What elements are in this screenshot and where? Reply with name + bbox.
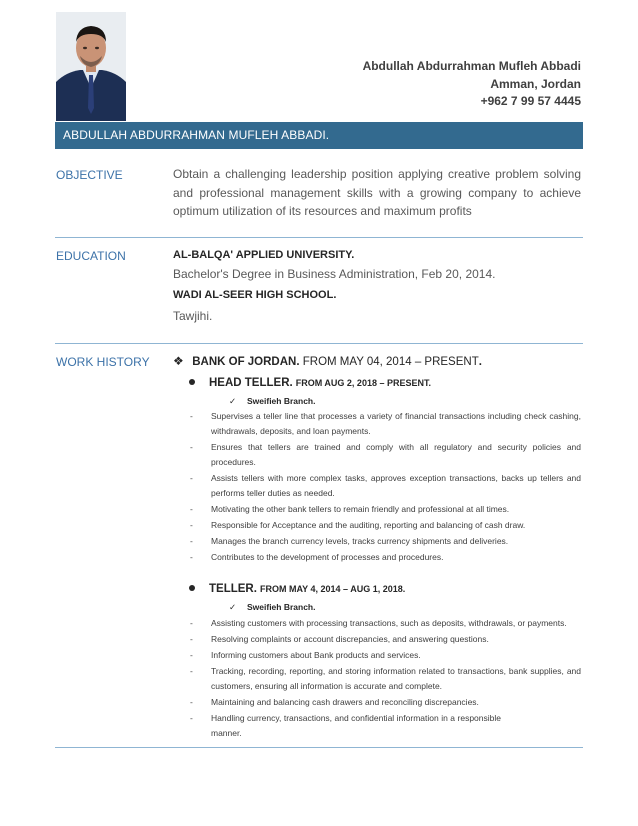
employer-dates: FROM MAY 04, 2014 – PRESENT [302,356,479,368]
list-item: - Ensures that tellers are trained and comply with all regulatory and security policies and procedures. [190,442,581,467]
education-label: EDUCATION [56,249,126,263]
degree-1: Bachelor's Degree in Business Administration, Feb 20, 2014. [173,267,496,281]
duties-list [190,616,581,740]
contact-phone: +962 7 99 57 4445 [480,94,581,108]
contact-location: Amman, Jordan [490,76,581,91]
section-divider [55,343,583,344]
education-section [173,249,581,323]
diamond-bullet-icon: ❖ [173,354,184,368]
name-banner: ABDULLAH ABDURRAHMAN MUFLEH ABBADI. [55,122,583,149]
list-item: - Informing customers about Bank products and services. [190,650,421,660]
list-item: - Motivating the other bank tellers to remain friendly and professional at all times. [190,504,510,514]
position-branch [229,602,316,613]
position-title: HEAD TELLER. [209,377,293,389]
list-item: - Assisting customers with processing transactions, such as deposits, withdrawals, or payments. [190,618,567,628]
list-item: - Supervises a teller line that processes a variety of financial transactions including check cashing, withdrawals, deposits, and loan payments. [190,411,581,436]
school-2: WADI AL-SEER HIGH SCHOOL. [173,289,337,301]
contact-name: Abdullah Abdurrahman Mufleh Abbadi [362,59,581,73]
list-item: - Tracking, recording, reporting, and storing information related to transactions, bank supplies, and customers, ensuring all information is accurate and complete. [190,666,581,691]
position-branch [229,396,316,407]
objective-text: Obtain a challenging leadership position applying creative problem solving and professional management skills with a growing company to achieve optimum utilization of its resources and maximum profits [173,167,581,218]
branch-name: Sweifieh Branch. [247,396,316,406]
branch-name: Sweifieh Branch. [247,602,316,612]
list-item: - Resolving complaints or account discrepancies, and answering questions. [190,634,489,644]
bullet-icon [189,379,195,385]
list-item: - Responsible for Acceptance and the auditing, reporting and balancing of cash draw. [190,520,526,530]
degree-2: Tawjihi. [173,309,213,323]
position-dates: FROM MAY 4, 2014 – AUG 1, 2018. [259,584,406,594]
position-head-teller [189,377,431,389]
employer-line: ❖ BANK OF JORDAN. FROM MAY 04, 2014 – PRESENT. [173,354,482,368]
checkmark-icon: ✓ [229,396,237,406]
objective-section [173,165,581,221]
employer-name: BANK OF JORDAN. [192,356,300,368]
checkmark-icon: ✓ [229,602,237,612]
list-item: - Handling currency, transactions, and confidential information in a responsible manner. [190,713,501,738]
section-divider [55,747,583,748]
contact-block [363,58,581,111]
profile-photo-image [56,12,126,121]
school-1: AL-BALQA' APPLIED UNIVERSITY. [173,249,355,261]
position-teller [189,583,405,595]
position-dates: FROM AUG 2, 2018 – PRESENT. [295,378,431,388]
bullet-icon [189,585,195,591]
section-divider [55,237,583,238]
objective-label: OBJECTIVE [56,168,123,182]
list-item: - Maintaining and balancing cash drawers and reconciling discrepancies. [190,697,479,707]
list-item: - Assists tellers with more complex tasks, approves exception transactions, backs up tellers and performs teller duties as needed. [190,473,581,498]
list-item: - Manages the branch currency levels, tracks currency shipments and deliveries. [190,536,509,546]
profile-photo [56,12,126,121]
list-item: - Contributes to the development of processes and procedures. [190,552,444,562]
position-title: TELLER. [209,583,257,595]
duties-list [190,409,581,565]
work-history-label: WORK HISTORY [56,355,150,369]
